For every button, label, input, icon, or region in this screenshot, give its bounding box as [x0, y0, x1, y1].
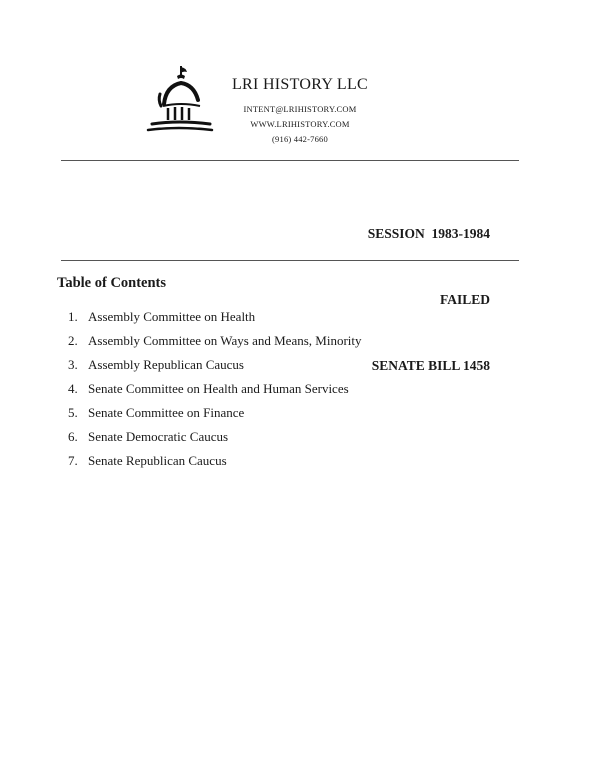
company-header — [220, 76, 380, 147]
bill-status: FAILED — [439, 292, 490, 307]
company-website: WWW.LRIHISTORY.COM — [250, 119, 350, 129]
toc-item-label: Assembly Committee on Health — [88, 309, 256, 324]
toc-item-label: Senate Democratic Caucus — [88, 429, 229, 444]
toc-item-label: Senate Committee on Health and Human Services — [88, 381, 349, 396]
toc-item-label: Assembly Republican Caucus — [88, 357, 244, 372]
toc-item-number: 7. — [68, 453, 78, 468]
session-label: SESSION 1983-1984 — [367, 226, 490, 241]
top-divider — [61, 160, 519, 161]
toc-item[interactable] — [68, 401, 362, 425]
toc-item[interactable] — [68, 305, 362, 329]
bill-name: SENATE BILL 1458 — [371, 358, 490, 373]
toc-item-label: Senate Committee on Finance — [88, 405, 245, 420]
toc-item[interactable] — [68, 449, 362, 473]
company-name: LRI HISTORY LLC — [231, 76, 369, 93]
toc-item-label: Senate Republican Caucus — [88, 453, 227, 468]
toc-item[interactable] — [68, 329, 362, 353]
toc-item-label: Assembly Committee on Ways and Means, Minority — [88, 333, 362, 348]
toc-item-number: 5. — [68, 405, 78, 420]
toc-item[interactable] — [68, 377, 362, 401]
toc-item-number: 3. — [68, 357, 78, 372]
capitol-dome-icon — [144, 64, 214, 138]
bill-info — [368, 179, 490, 399]
toc-item[interactable] — [68, 353, 362, 377]
toc-item-number: 4. — [68, 381, 78, 396]
toc-item-number: 1. — [68, 309, 78, 324]
toc-item[interactable] — [68, 425, 362, 449]
toc-item-number: 6. — [68, 429, 78, 444]
toc-title: Table of Contents — [57, 275, 167, 291]
toc-list — [68, 305, 362, 473]
toc-item-number: 2. — [68, 333, 78, 348]
bottom-divider — [61, 260, 519, 261]
company-email: INTENT@LRIHISTORY.COM — [243, 104, 357, 114]
company-phone: (916) 442-7660 — [272, 134, 328, 144]
